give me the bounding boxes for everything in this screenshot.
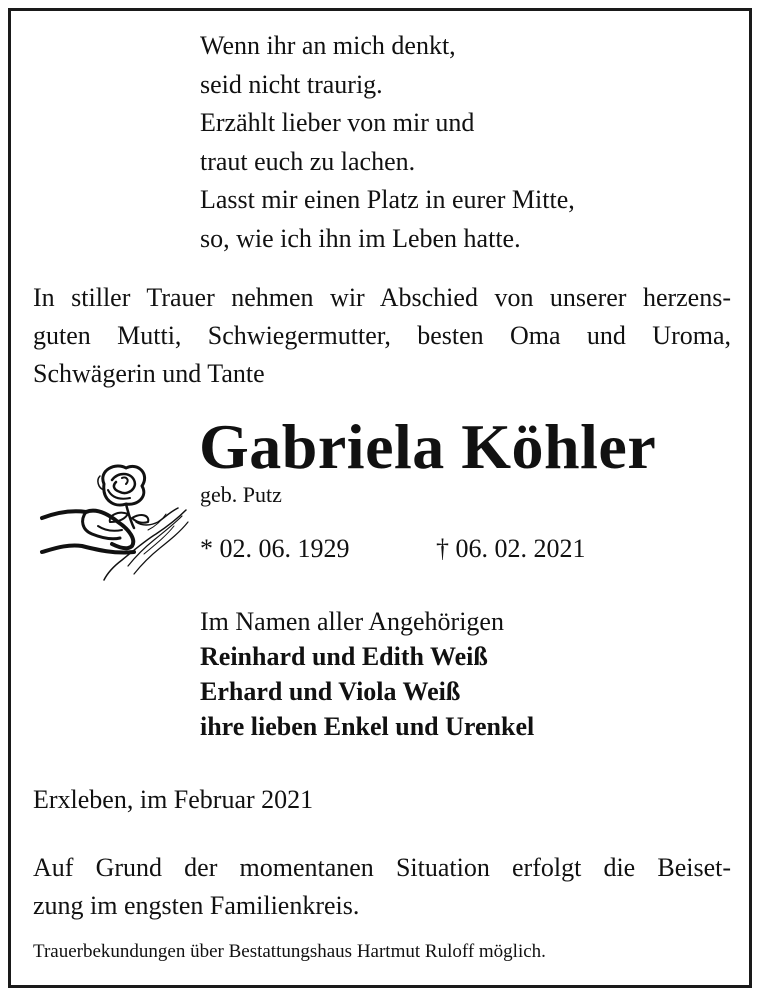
signer-name: Erhard und Viola Weiß (200, 677, 461, 706)
deceased-name: Gabriela Köhler (199, 411, 657, 482)
poem-line: so, wie ich ihn im Leben hatte. (200, 223, 521, 253)
poem-line: Erzählt lieber von mir und (200, 108, 475, 137)
condolence-footer: Trauerbekundungen über Bestattungshaus Hartmut Ruloff möglich. (33, 941, 546, 962)
birth-date: * 02. 06. 1929 (200, 534, 350, 563)
poem (200, 27, 575, 258)
burial-notice (33, 849, 731, 925)
intro-line: In stiller Trauer nehmen wir Abschied von unserer herzens- (33, 283, 731, 312)
place-date: Erxleben, im Februar 2021 (33, 785, 314, 814)
notice-line: Auf Grund der momentanen Situation erfolgt die Beiset- (33, 853, 731, 882)
birth-name: geb. Putz (200, 482, 282, 507)
intro-line: Schwägerin und Tante (33, 359, 265, 388)
death-date: † 06. 02. 2021 (436, 534, 586, 563)
hands-holding-rose-icon (38, 460, 190, 584)
poem-line: seid nicht traurig. (200, 69, 383, 99)
poem-line: traut euch zu lachen. (200, 146, 416, 176)
notice-line: zung im engsten Familienkreis. (33, 891, 360, 920)
signer-name: Reinhard und Edith Weiß (200, 642, 488, 671)
signer-name: ihre lieben Enkel und Urenkel (200, 712, 535, 741)
poem-line: Wenn ihr an mich denkt, (200, 31, 456, 60)
intro-line: guten Mutti, Schwiegermutter, besten Oma und Uroma, (33, 321, 731, 350)
signers-intro: Im Namen aller Angehörigen (200, 607, 504, 636)
intro-paragraph (33, 279, 731, 393)
signers-block (200, 604, 534, 744)
poem-line: Lasst mir einen Platz in eurer Mitte, (200, 185, 575, 214)
